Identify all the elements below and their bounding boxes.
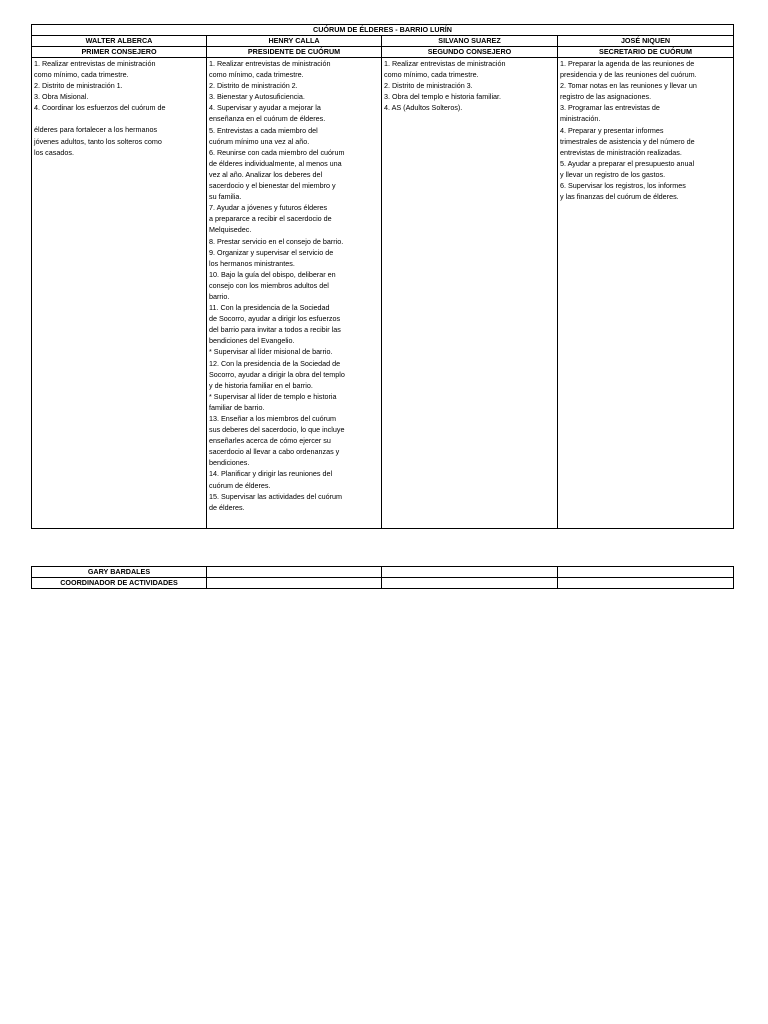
duty-line: 6. Reunirse con cada miembro del cuórum — [209, 147, 345, 157]
duty-line: 5. Entrevistas a cada miembro del — [209, 125, 318, 135]
duty-line: de élderes individualmente, al menos una — [209, 158, 342, 168]
duty-line: como mínimo, cada trimestre. — [384, 70, 479, 80]
duty-line: 1. Preparar la agenda de las reuniones de — [560, 59, 695, 68]
empty-cell — [382, 567, 558, 578]
member-name: HENRY CALLA — [207, 36, 382, 47]
duty-line: familiar de barrio. — [209, 402, 265, 412]
quorum-table — [31, 24, 734, 529]
duty-line — [34, 113, 204, 124]
duty-line: y las finanzas del cuórum de élderes. — [560, 192, 679, 202]
duty-line: 4. Supervisar y ayudar a mejorar la — [209, 103, 321, 113]
duty-line: 1. Realizar entrevistas de ministración — [384, 59, 506, 68]
duty-line: bendiciones. — [209, 458, 250, 468]
duty-line: consejo con los miembros adultos del — [209, 280, 329, 290]
member-name: WALTER ALBERCA — [32, 36, 207, 47]
duty-line: 4. Preparar y presentar informes — [560, 125, 664, 135]
duty-line: 11. Con la presidencia de la Sociedad — [209, 303, 330, 313]
duty-line: élderes para fortalecer a los hermanos — [34, 125, 158, 135]
duty-line: presidencia y de las reuniones del cuórum. — [560, 70, 697, 80]
duty-line: registro de las asignaciones. — [560, 92, 652, 102]
empty-cell — [382, 578, 558, 589]
duty-line: como mínimo, cada trimestre. — [209, 70, 304, 80]
duty-line: * Supervisar al líder misional de barrio. — [209, 347, 333, 357]
duty-line: enseñanza en el cuórum de élderes. — [209, 114, 326, 124]
member-role: PRESIDENTE DE CUÓRUM — [207, 47, 382, 58]
empty-cell — [207, 578, 382, 589]
empty-cell — [558, 578, 734, 589]
duty-line: bendiciones del Evangelio. — [209, 336, 295, 346]
duty-line: ministración. — [560, 114, 601, 124]
duty-line: 4. Coordinar los esfuerzos del cuórum de — [34, 103, 166, 113]
coordinator-role: COORDINADOR DE ACTIVIDADES — [32, 578, 207, 589]
member-role: SEGUNDO CONSEJERO — [382, 47, 558, 58]
duty-line: los hermanos ministrantes. — [209, 258, 295, 268]
duty-line: 1. Realizar entrevistas de ministración — [209, 59, 331, 68]
duty-line: enseñarles acerca de cómo ejercer su — [209, 436, 331, 446]
duty-line: Melquisedec. — [209, 225, 252, 235]
duty-line: cuórum de élderes. — [209, 480, 271, 490]
duty-line: 2. Distrito de ministración 1. — [34, 81, 123, 91]
duty-line: como mínimo, cada trimestre. — [34, 70, 129, 80]
duty-line: 3. Obra Misional. — [34, 92, 89, 102]
duty-line: sacerdocio al llevar a cabo ordenanzas y — [209, 447, 340, 457]
duty-line: entrevistas de ministración realizadas. — [560, 147, 682, 157]
duty-line: los casados. — [34, 147, 74, 157]
duty-line: 2. Tomar notas en las reuniones y llevar un — [560, 81, 697, 91]
duty-line: cuórum mínimo una vez al año. — [209, 136, 310, 146]
duty-line: 7. Ayudar a jóvenes y futuros élderes — [209, 203, 328, 213]
duty-line: de Socorro, ayudar a dirigir los esfuerzos — [209, 314, 341, 324]
duty-line: 12. Con la presidencia de la Sociedad de — [209, 358, 341, 368]
duty-line: sacerdocio y el bienestar del miembro y — [209, 181, 336, 191]
coordinator-name: GARY BARDALES — [32, 567, 207, 578]
duty-line: su familia. — [209, 192, 242, 202]
duty-line: 2. Distrito de ministración 2. — [209, 81, 298, 91]
duties-cell — [558, 58, 734, 529]
duty-line: vez al año. Analizar los deberes del — [209, 169, 323, 179]
duty-line: 10. Bajo la guía del obispo, deliberar en — [209, 269, 336, 279]
duty-line: 5. Ayudar a preparar el presupuesto anual — [560, 158, 695, 168]
duty-line: 3. Programar las entrevistas de — [560, 103, 660, 113]
duty-line: de élderes. — [209, 502, 245, 512]
duty-line: Socorro, ayudar a dirigir la obra del templo — [209, 369, 345, 379]
duty-line: 1. Realizar entrevistas de ministración — [34, 59, 156, 68]
duty-line: * Supervisar al líder de templo e historia — [209, 391, 337, 401]
duty-line: 3. Obra del templo e historia familiar. — [384, 92, 502, 102]
duties-cell — [207, 58, 382, 529]
duty-line: 13. Enseñar a los miembros del cuórum — [209, 414, 337, 423]
duty-line: jóvenes adultos, tanto los solteros como — [34, 136, 162, 146]
duties-cell — [32, 58, 207, 529]
duty-line: del barrio para invitar a todos a recibir las — [209, 325, 341, 335]
member-name: SILVANO SUAREZ — [382, 36, 558, 47]
duty-line: a prepararce a recibir el sacerdocio de — [209, 214, 332, 224]
duty-line: 15. Supervisar las actividades del cuórum — [209, 491, 343, 501]
duty-line: sus deberes del sacerdocio, lo que incluye — [209, 425, 345, 435]
empty-cell — [207, 567, 382, 578]
empty-cell — [558, 567, 734, 578]
duty-line: 14. Planificar y dirigir las reuniones del — [209, 469, 333, 479]
member-role: PRIMER CONSEJERO — [32, 47, 207, 58]
duty-line: 3. Bienestar y Autosuficiencia. — [209, 92, 305, 102]
duty-line: 9. Organizar y supervisar el servicio de — [209, 247, 334, 257]
duty-line: trimestrales de asistencia y del número de — [560, 136, 695, 146]
member-name: JOSÉ NIQUEN — [558, 36, 734, 47]
duty-line: 2. Distrito de ministración 3. — [384, 81, 473, 91]
duty-line: y de historia familiar en el barrio. — [209, 380, 313, 390]
table-title: CUÓRUM DE ÉLDERES - BARRIO LURÍN — [32, 25, 734, 36]
duty-line: 8. Prestar servicio en el consejo de barrio. — [209, 236, 344, 246]
coordinator-table — [31, 566, 734, 589]
duty-line: 6. Supervisar los registros, los informes — [560, 181, 686, 191]
member-role: SECRETARIO DE CUÓRUM — [558, 47, 734, 58]
duty-line: y llevar un registro de los gastos. — [560, 169, 666, 179]
duties-cell — [382, 58, 558, 529]
duty-line: 4. AS (Adultos Solteros). — [384, 103, 463, 113]
duty-line: barrio. — [209, 291, 230, 301]
